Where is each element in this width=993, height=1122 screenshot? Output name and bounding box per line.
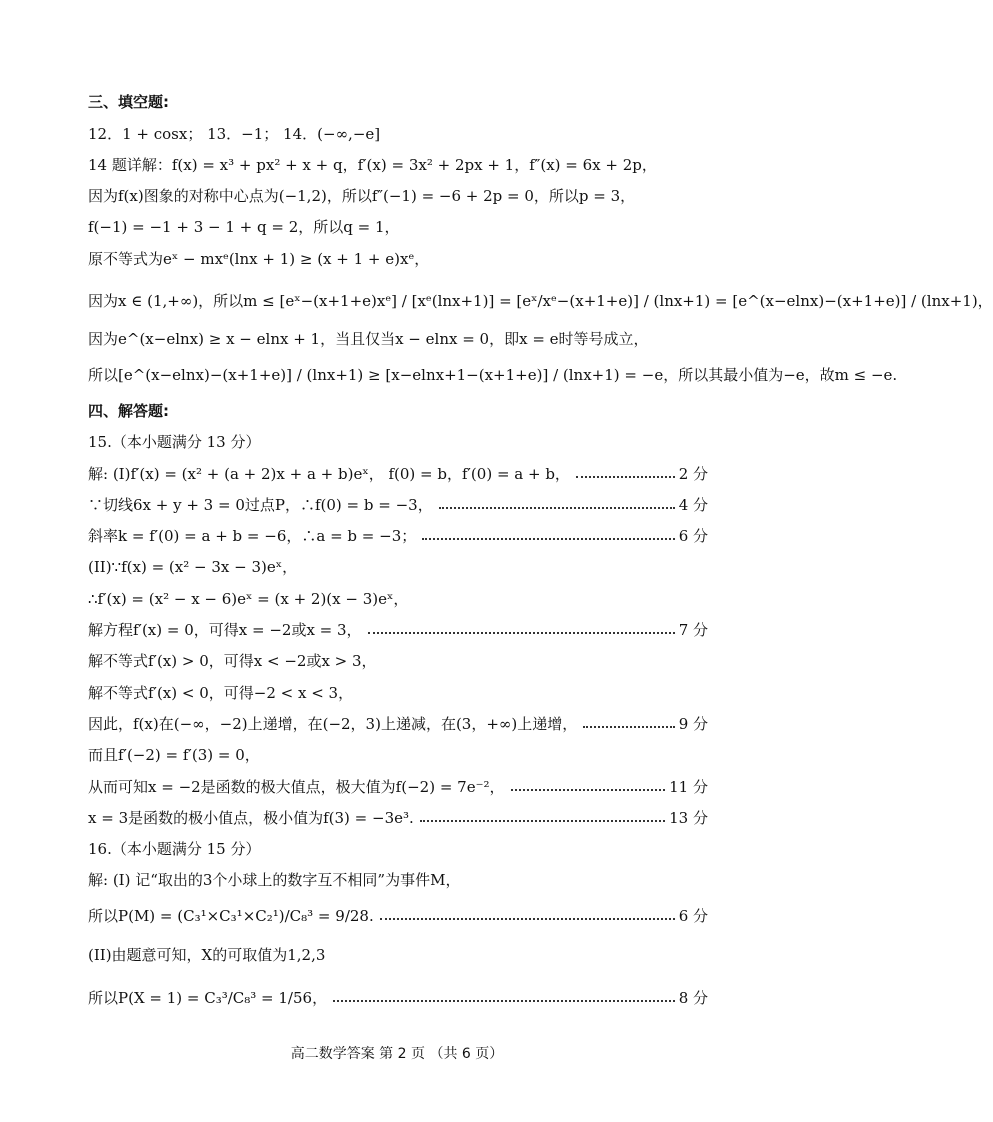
line-content: 三、填空题: <box>88 93 169 111</box>
line-content: 解方程f′(x) = 0，可得x = −2或x = 3， <box>88 621 362 639</box>
score-mark: 7 分 <box>678 621 708 639</box>
line-content: 而且f′(−2) = f′(3) = 0， <box>88 746 260 764</box>
text-line <box>88 678 708 708</box>
text-line <box>88 181 708 211</box>
text-line <box>88 983 708 1013</box>
text-line <box>88 212 708 242</box>
text-line <box>88 521 708 551</box>
line-content: 所以P(M) = (C₃¹×C₃¹×C₂¹)/C₈³ = 9/28. <box>88 907 374 925</box>
line-content: x = 3是函数的极小值点，极小值为f(3) = −3e³. <box>88 809 414 827</box>
line-content: 16.（本小题满分 15 分） <box>88 840 261 858</box>
text-line <box>88 427 708 457</box>
score-mark: 4 分 <box>678 496 708 514</box>
text-line <box>88 244 708 274</box>
dot-leader <box>422 538 674 540</box>
line-content: 因为f(x)图象的对称中心点为(−1,2)，所以f″(−1) = −6 + 2p = 0，所以p = 3， <box>88 187 636 205</box>
text-line <box>88 772 708 802</box>
line-content: (II)由题意可知，X的可取值为1,2,3 <box>88 946 326 964</box>
text-line <box>88 709 708 739</box>
line-content: 解不等式f′(x) > 0，可得x < −2或x > 3， <box>88 652 377 670</box>
text-line <box>88 87 708 117</box>
dot-leader <box>576 476 675 478</box>
text-line <box>88 552 708 582</box>
line-content: 因为x ∈ (1,+∞)，所以m ≤ [eˣ−(x+1+e)xᵉ] / [xᵉ(lnx+1)] = [eˣ/xᵉ−(x+1+e)] / (lnx+1) = [e^(x−elnx)−(x+1+e)] / (lnx+1)， <box>88 292 993 310</box>
dot-leader <box>420 820 665 822</box>
line-content: f(−1) = −1 + 3 − 1 + q = 2，所以q = 1， <box>88 218 400 236</box>
dot-leader <box>583 726 674 728</box>
text-line <box>88 396 708 426</box>
line-content: 因此，f(x)在(−∞，−2)上递增，在(−2，3)上递减，在(3，+∞)上递增， <box>88 715 578 733</box>
line-content: 12．1 + cosx； 13．−1； 14．(−∞,−e] <box>88 125 381 143</box>
text-line <box>88 459 708 489</box>
text-line <box>88 740 708 770</box>
line-content: 因为e^(x−elnx) ≥ x − elnx + 1，当且仅当x − elnx = 0，即x = e时等号成立， <box>88 330 649 348</box>
score-mark: 6 分 <box>678 907 708 925</box>
line-content: 解: (I) 记“取出的3个小球上的数字互不相同”为事件M， <box>88 871 461 889</box>
text-line <box>88 119 708 149</box>
line-content: 四、解答题: <box>88 402 169 420</box>
dot-leader <box>511 789 666 791</box>
line-content: ∴f′(x) = (x² − x − 6)eˣ = (x + 2)(x − 3)eˣ， <box>88 590 409 608</box>
text-line <box>88 940 708 970</box>
dot-leader <box>368 632 675 634</box>
line-content: 解: (I)f′(x) = (x² + (a + 2)x + a + b)eˣ， f(0) = b，f′(0) = a + b， <box>88 465 570 483</box>
text-line <box>88 324 708 354</box>
line-content: 所以[e^(x−elnx)−(x+1+e)] / (lnx+1) ≥ [x−elnx+1−(x+1+e)] / (lnx+1) = −e，所以其最小值为−e，故m ≤ −e. <box>88 366 898 384</box>
text-line <box>88 286 993 316</box>
line-content: 从而可知x = −2是函数的极大值点，极大值为f(−2) = 7e⁻²， <box>88 778 505 796</box>
text-line <box>88 360 898 390</box>
line-content: 15.（本小题满分 13 分） <box>88 433 261 451</box>
line-content: (II)∵f(x) = (x² − 3x − 3)eˣ， <box>88 558 298 576</box>
text-line <box>88 584 708 614</box>
text-line <box>88 834 708 864</box>
score-mark: 2 分 <box>678 465 708 483</box>
text-line <box>88 803 708 833</box>
text-line <box>88 150 708 180</box>
dot-leader <box>380 918 675 920</box>
line-content: 解不等式f′(x) < 0，可得−2 < x < 3， <box>88 684 354 702</box>
score-mark: 8 分 <box>678 989 708 1007</box>
score-mark: 6 分 <box>678 527 708 545</box>
score-mark: 9 分 <box>678 715 708 733</box>
line-content: 所以P(X = 1) = C₃³/C₈³ = 1/56， <box>88 989 328 1007</box>
line-content: 斜率k = f′(0) = a + b = −6，∴a = b = −3； <box>88 527 417 545</box>
text-line <box>88 646 708 676</box>
score-mark: 13 分 <box>669 809 708 827</box>
line-content: 原不等式为eˣ − mxᵉ(lnx + 1) ≥ (x + 1 + e)xᵉ， <box>88 250 430 268</box>
line-content: ∵切线6x + y + 3 = 0过点P，∴f(0) = b = −3， <box>88 496 433 514</box>
dot-leader <box>333 1000 675 1002</box>
text-line <box>88 865 708 895</box>
page-footer: 高二数学答案 第 2 页 （共 6 页） <box>290 1046 504 1062</box>
text-line <box>88 901 708 931</box>
score-mark: 11 分 <box>669 778 708 796</box>
dot-leader <box>439 507 675 509</box>
text-line <box>88 490 708 520</box>
line-content: 14 题详解：f(x) = x³ + px² + x + q，f′(x) = 3x² + 2px + 1，f″(x) = 6x + 2p， <box>88 156 657 174</box>
text-line <box>88 615 708 645</box>
